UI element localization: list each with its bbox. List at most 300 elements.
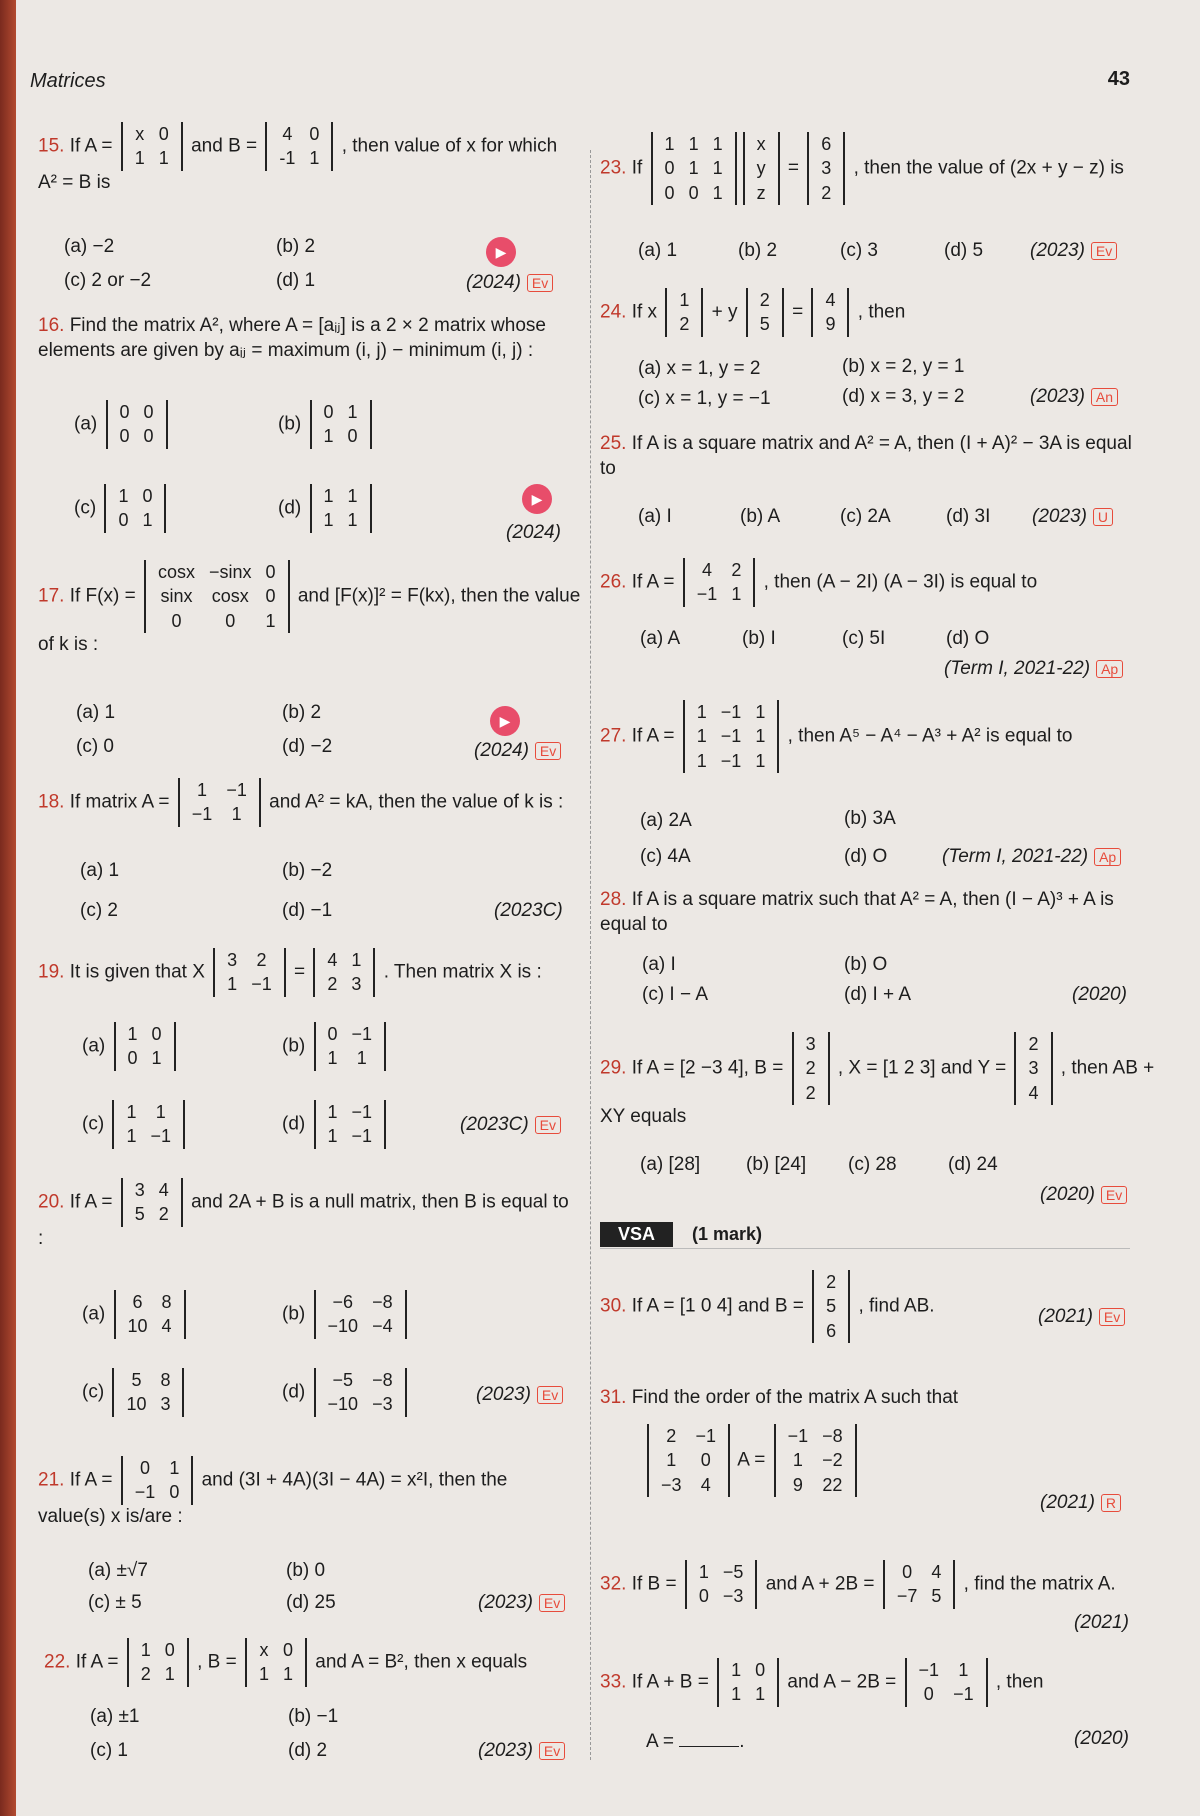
matrix: [1014, 1032, 1052, 1105]
option-a: (a) A: [640, 628, 681, 649]
source-year: (2023) Ev: [476, 1384, 563, 1406]
option-b: (b) 2: [276, 236, 316, 257]
matrix-cell: 0: [265, 562, 276, 582]
matrix-cell: 1: [356, 1048, 367, 1069]
source-year: (2023) Ev: [478, 1740, 565, 1762]
matrix-cell: −10: [327, 1316, 359, 1337]
option-b: (b) O: [844, 954, 888, 975]
matrix: [112, 1100, 185, 1149]
matrix-cell: 0: [664, 158, 675, 179]
option-d: (d) 25: [286, 1592, 336, 1613]
level-badge: Ev: [535, 742, 561, 760]
source-year: (2024) Ev: [466, 272, 553, 294]
question-29: 29. If A = [2 −3 4], B = 3 2 2 , X = [1 2 3] and Y = 2 3 4 , then AB + XY equals: [600, 1034, 1155, 1127]
matrix: [647, 1424, 730, 1497]
option-a: (a) −2: [64, 236, 115, 257]
matrix-cell: 1: [666, 1450, 677, 1471]
matrix-cell: −sinx: [208, 562, 252, 582]
matrix: [812, 1270, 850, 1343]
option-c: (c) 4A: [640, 846, 691, 867]
matrix-cell: 0: [118, 510, 129, 531]
option-d: (d) x = 3, y = 2: [842, 386, 965, 407]
matrix-cell: −1: [787, 1426, 809, 1446]
option-a: (a) 1: [638, 240, 678, 261]
matrix-cell: 1: [731, 1660, 742, 1680]
matrix-cell: 1: [142, 510, 153, 531]
question-22: 22. If A = 1 0 2 1 , B = x 0 1 1 and A = B², then x equals: [44, 1638, 584, 1687]
matrix-cell: 5: [131, 1370, 142, 1390]
matrix-cell: 8: [160, 1370, 171, 1390]
matrix-cell: 6: [132, 1292, 143, 1312]
option-a: (a) x = 1, y = 2: [638, 358, 761, 379]
matrix-cell: 1: [731, 584, 742, 605]
matrix-cell: 1: [265, 610, 276, 631]
matrix-cell: 1: [327, 1126, 338, 1147]
source-year: (2021) Ev: [1038, 1306, 1125, 1328]
matrix-cell: −8: [372, 1370, 393, 1390]
matrix-cell: x: [135, 124, 145, 144]
matrix-cell: 1: [755, 1684, 766, 1705]
matrix-cell: z: [756, 182, 766, 203]
matrix-cell: 0: [171, 610, 182, 631]
option-b: (b) x = 2, y = 1: [842, 356, 965, 377]
option-d: (d) 1: [276, 270, 316, 291]
matrix: [178, 778, 261, 827]
video-play-icon[interactable]: ▶: [486, 237, 516, 267]
option-a: (a) 6 8 10 4: [82, 1290, 189, 1339]
question-19: 19. It is given that X 3 2 1 −1 = 4 1 2 3 . Then matrix X is :: [38, 948, 598, 997]
matrix-cell: 2: [666, 1426, 677, 1446]
matrix-cell: 1: [323, 486, 334, 506]
option-a: (a) ±√7: [88, 1560, 148, 1581]
matrix-cell: 5: [759, 314, 770, 335]
option-c: (c) 2A: [840, 506, 891, 527]
matrix-cell: 1: [169, 1458, 180, 1478]
matrix-cell: 1: [126, 1102, 137, 1122]
option-c: (c) 1: [90, 1740, 128, 1761]
matrix-cell: 1: [351, 950, 362, 970]
matrix-cell: 0: [143, 402, 154, 422]
matrix-cell: 2: [256, 950, 267, 970]
source-year: (2023) An: [1030, 386, 1118, 408]
matrix-cell: 1: [155, 1102, 166, 1122]
matrix-cell: 0: [143, 426, 154, 447]
matrix: [314, 1290, 407, 1339]
matrix-cell: 1: [283, 1664, 294, 1685]
matrix-cell: 4: [161, 1316, 172, 1337]
matrix-cell: −1: [695, 1426, 717, 1446]
matrix: [114, 1022, 176, 1071]
matrix-cell: 1: [958, 1660, 969, 1680]
matrix-cell: 2: [1028, 1034, 1039, 1054]
matrix-cell: 1: [755, 726, 766, 747]
matrix: [314, 1368, 407, 1417]
source-year: (2023) Ev: [478, 1592, 565, 1614]
matrix-cell: 1: [323, 426, 334, 447]
matrix-cell: 1: [679, 290, 690, 310]
matrix-cell: 2: [140, 1664, 151, 1685]
option-b: (b) A: [740, 506, 781, 527]
source-year: (2020): [1072, 984, 1127, 1005]
vsa-label: VSA: [600, 1222, 673, 1247]
option-b: (b) 2: [282, 702, 322, 723]
matrix-cell: 0: [164, 1640, 175, 1660]
matrix-cell: 4: [825, 290, 836, 310]
matrix-cell: 0: [347, 426, 358, 447]
option-c: (c) x = 1, y = −1: [638, 388, 771, 409]
matrix: [310, 400, 372, 449]
option-a: (a) I: [638, 506, 672, 527]
matrix-cell: 3: [351, 974, 362, 995]
matrix-cell: 0: [225, 610, 236, 631]
matrix: [746, 288, 784, 337]
option-a: (a) 1 0 0 1: [82, 1022, 179, 1071]
matrix-cell: sinx: [160, 586, 193, 607]
matrix-cell: 2: [327, 974, 338, 995]
matrix-cell: 2: [759, 290, 770, 310]
option-d: (d) 24: [948, 1154, 998, 1175]
option-b: (b) 3A: [844, 808, 896, 829]
level-badge: U: [1093, 508, 1113, 526]
matrix-cell: 0: [327, 1024, 338, 1044]
matrix-cell: 2: [821, 182, 832, 203]
matrix-cell: −1: [720, 726, 742, 747]
matrix-cell: 9: [825, 314, 836, 335]
option-a: (a) I: [642, 954, 676, 975]
source-year: (2020) Ev: [1040, 1184, 1127, 1206]
matrix-cell: 2: [679, 314, 690, 335]
option-d: (d) −5 −8 −10 −3: [282, 1368, 410, 1417]
matrix-cell: −1: [696, 584, 718, 605]
matrix-cell: 6: [826, 1320, 837, 1341]
question-15: 15. If A = x 0 1 1 and B = 4 0 -1 1 , then value of x for which A² = B is: [38, 124, 558, 193]
matrix-cell: 0: [119, 402, 130, 422]
matrix-cell: 1: [134, 148, 145, 169]
source-year: (2024) Ev: [474, 740, 561, 762]
matrix-cell: −1: [351, 1102, 373, 1122]
option-b: (b) 0: [286, 1560, 326, 1581]
matrix-cell: cosx: [211, 586, 249, 607]
matrix-cell: 0: [283, 1640, 294, 1660]
option-a: (a) 2A: [640, 810, 692, 831]
matrix-cell: 0: [755, 1660, 766, 1680]
matrix-cell: 0: [309, 124, 320, 144]
matrix-cell: 1: [696, 750, 707, 771]
option-c: (c) 3: [840, 240, 878, 261]
option-b: (b) 0 −1 1 1: [282, 1022, 389, 1071]
level-badge: Ev: [1091, 242, 1117, 260]
option-c: (c) 2: [80, 900, 118, 921]
matrix-cell: 0: [119, 426, 130, 447]
question-26: 26. If A = 4 2 −1 1 , then (A − 2I) (A − 3I) is equal to: [600, 558, 1140, 607]
matrix-cell: 0: [688, 182, 699, 203]
option-d: (d) 3I: [946, 506, 991, 527]
matrix-cell: 3: [1028, 1058, 1039, 1079]
question-20: 20. If A = 3 4 5 2 and 2A + B is a null matrix, then B is equal to :: [38, 1180, 569, 1249]
matrix: [265, 122, 333, 171]
matrix-cell: −1: [150, 1126, 171, 1147]
matrix-cell: −1: [134, 1482, 156, 1503]
section-header-vsa: [600, 1222, 1130, 1249]
option-b: (b) −2: [282, 860, 333, 881]
matrix-cell: 1: [140, 1640, 151, 1660]
running-head: Matrices: [30, 70, 106, 92]
option-a: (a) 1: [80, 860, 120, 881]
matrix-cell: 0: [127, 1048, 138, 1069]
page-number: 43: [1107, 68, 1130, 90]
matrix-cell: −2: [822, 1450, 843, 1471]
matrix: [314, 1100, 387, 1149]
matrix: [245, 1638, 307, 1687]
matrix-cell: 1: [696, 702, 707, 722]
matrix: [313, 948, 375, 997]
matrix-cell: 4: [931, 1562, 942, 1582]
matrix-cell: 1: [792, 1450, 803, 1471]
matrix: [807, 132, 845, 205]
matrix-cell: 22: [822, 1474, 843, 1495]
option-d: (d) I + A: [844, 984, 912, 1005]
question-21: 21. If A = 0 1 −1 0 and (3I + 4A)(3I − 4A) = x²I, then the value(s) x is/are :: [38, 1458, 508, 1527]
option-c: (c) 28: [848, 1154, 897, 1175]
level-badge: An: [1091, 388, 1118, 406]
option-d: (d) O: [946, 628, 990, 649]
matrix: [127, 1638, 189, 1687]
option-a: (a) 0 0 0 0: [74, 400, 171, 449]
question-28: 28. If A is a square matrix such that A² = A, then (I − A)³ + A is equal to: [600, 889, 1114, 935]
matrix-cell: 1: [258, 1664, 269, 1685]
option-b: (b) 0 1 1 0: [278, 400, 375, 449]
matrix-cell: −7: [896, 1586, 918, 1607]
option-c: (c) 2 or −2: [64, 270, 152, 291]
matrix-cell: 0: [902, 1562, 913, 1582]
book-spine: [0, 0, 16, 1816]
level-badge: Ap: [1096, 660, 1123, 678]
matrix-cell: 8: [161, 1292, 172, 1312]
matrix: [121, 1178, 183, 1227]
matrix-cell: 3: [160, 1394, 171, 1415]
matrix-cell: 1: [327, 1102, 338, 1122]
matrix-cell: −10: [327, 1394, 359, 1415]
question-18: 18. If matrix A = 1 −1 −1 1 and A² = kA, then the value of k is :: [38, 778, 578, 827]
level-badge: Ev: [527, 274, 553, 292]
matrix-cell: 0: [323, 402, 334, 422]
matrix-cell: 1: [158, 148, 169, 169]
matrix-cell: 1: [347, 486, 358, 506]
matrix-cell: 1: [327, 1048, 338, 1069]
matrix-cell: 1: [731, 1684, 742, 1705]
matrix: [121, 122, 183, 171]
matrix: [314, 1022, 387, 1071]
matrix-cell: 1: [712, 182, 723, 203]
matrix: [112, 1368, 184, 1417]
matrix-cell: 4: [327, 950, 338, 970]
level-badge: Ev: [537, 1386, 563, 1404]
matrix: [811, 288, 849, 337]
option-c: (c) 0: [76, 736, 114, 757]
vsa-marks: (1 mark): [692, 1224, 763, 1244]
matrix-cell: 1: [118, 486, 129, 506]
matrix-cell: 4: [158, 1180, 169, 1200]
matrix-cell: 1: [151, 1048, 162, 1069]
matrix-cell: 1: [323, 510, 334, 531]
source-year: (2023C) Ev: [460, 1114, 561, 1136]
matrix-cell: −1: [191, 804, 213, 825]
question-24: 24. If x 1 2 + y 2 5 = 4 9 , then: [600, 288, 1140, 337]
matrix-cell: −4: [372, 1316, 393, 1337]
question-17: 17. If F(x) = cosx −sinx 0 sinx cosx 0 0 0 1 and [F(x)]² = F(kx), then the value of k is :: [38, 562, 581, 655]
matrix-cell: −1: [918, 1660, 940, 1680]
option-b: (b) I: [742, 628, 776, 649]
matrix-cell: 0: [158, 124, 169, 144]
blank-line: [679, 1746, 739, 1747]
matrix: [685, 1560, 758, 1609]
matrix-cell: 0: [700, 1450, 711, 1471]
question-16: 16. Find the matrix A², where A = [aᵢⱼ] is a 2 × 2 matrix whose elements are given by aᵢⱼ = maximum (i, j) − minimum (i, j) :: [38, 315, 546, 361]
matrix: [743, 132, 780, 205]
matrix-cell: 2: [158, 1204, 169, 1225]
matrix-cell: 1: [712, 158, 723, 179]
matrix-cell: −8: [822, 1426, 843, 1446]
matrix-cell: −3: [722, 1586, 744, 1607]
matrix-cell: −3: [661, 1474, 682, 1495]
matrix-cell: −1: [251, 974, 272, 995]
matrix-cell: y: [756, 158, 766, 179]
matrix-cell: 4: [702, 560, 713, 580]
matrix-cell: 5: [826, 1296, 837, 1317]
source-year: (2021) R: [1040, 1492, 1121, 1514]
option-c: (c) ± 5: [88, 1592, 142, 1613]
option-a: (a) 1: [76, 702, 116, 723]
matrix-cell: 5: [931, 1586, 942, 1607]
option-a: (a) [28]: [640, 1154, 701, 1175]
option-b: (b) [24]: [746, 1154, 807, 1175]
matrix-cell: 5: [134, 1204, 145, 1225]
matrix: [883, 1560, 956, 1609]
matrix: [905, 1658, 988, 1707]
source-year: (2020): [1074, 1728, 1129, 1749]
level-badge: Ev: [539, 1594, 565, 1612]
level-badge: Ev: [539, 1742, 565, 1760]
option-d: (d) O: [844, 846, 888, 867]
level-badge: Ev: [1099, 1308, 1125, 1326]
option-c: (c) I − A: [642, 984, 708, 1005]
matrix-cell: -1: [279, 148, 296, 169]
matrix-cell: 0: [151, 1024, 162, 1044]
source-year: (Term I, 2021-22) Ap: [944, 658, 1123, 680]
matrix-cell: 1: [347, 510, 358, 531]
answer-blank: A = .: [646, 1731, 745, 1752]
matrix-cell: 1: [231, 804, 242, 825]
matrix-cell: −1: [226, 780, 247, 800]
matrix-cell: 1: [309, 148, 320, 169]
matrix-cell: 2: [805, 1082, 816, 1103]
video-play-icon[interactable]: ▶: [522, 484, 552, 514]
matrix: [683, 558, 756, 607]
option-c: (c) 1 0 0 1: [74, 484, 169, 533]
matrix-cell: 1: [712, 134, 723, 154]
level-badge: R: [1101, 1494, 1121, 1512]
question-31: 31. Find the order of the matrix A such that: [600, 1387, 959, 1408]
option-b: (b) −6 −8 −10 −4: [282, 1290, 410, 1339]
option-d: (d) 2: [288, 1740, 328, 1761]
level-badge: Ev: [1101, 1186, 1127, 1204]
matrix-cell: 0: [169, 1482, 180, 1503]
matrix-cell: 0: [140, 1458, 151, 1478]
matrix-cell: cosx: [157, 562, 195, 582]
video-play-icon[interactable]: ▶: [490, 706, 520, 736]
level-badge: Ev: [535, 1116, 561, 1134]
level-badge: Ap: [1094, 848, 1121, 866]
matrix: [106, 400, 168, 449]
matrix-cell: −5: [722, 1562, 744, 1582]
matrix: [651, 132, 737, 205]
matrix-cell: 10: [127, 1316, 148, 1337]
option-b: (b) 2: [738, 240, 778, 261]
source-year: (Term I, 2021-22) Ap: [942, 846, 1121, 868]
matrix-cell: −1: [351, 1024, 373, 1044]
matrix-cell: 1: [127, 1024, 138, 1044]
matrix-cell: 0: [265, 586, 276, 607]
matrix-cell: −1: [720, 750, 742, 771]
option-d: (d) 1 1 1 1: [278, 484, 375, 533]
matrix-cell: 2: [731, 560, 742, 580]
matrix-cell: 2: [805, 1058, 816, 1079]
option-c: (c) 5 8 10 3: [82, 1368, 187, 1417]
option-b: (b) −1: [288, 1706, 339, 1727]
matrix-cell: −1: [351, 1126, 373, 1147]
option-d: (d) 1 −1 1 −1: [282, 1100, 389, 1149]
matrix-cell: 1: [698, 1562, 709, 1582]
question-32: 32. If B = 1 −5 0 −3 and A + 2B = 0 4 −7 5 , find the matrix A.: [600, 1560, 1160, 1609]
option-d: (d) −2: [282, 736, 333, 757]
matrix: [774, 1424, 857, 1497]
source-year: (2023) Ev: [1030, 240, 1117, 262]
matrix: [121, 1456, 194, 1505]
matrix-cell: x: [259, 1640, 269, 1660]
matrix: [104, 484, 166, 533]
matrix-cell: 3: [227, 950, 238, 970]
matrix-cell: −3: [372, 1394, 393, 1415]
matrix-cell: 2: [826, 1272, 837, 1292]
matrix-cell: 1: [696, 726, 707, 747]
matrix-cell: 4: [700, 1474, 711, 1495]
matrix-cell: 1: [664, 134, 675, 154]
matrix: [665, 288, 703, 337]
matrix-cell: −1: [953, 1684, 974, 1705]
matrix-cell: 1: [227, 974, 238, 995]
matrix: [144, 560, 290, 633]
matrix-cell: 4: [1028, 1082, 1039, 1103]
question-25: 25. If A is a square matrix and A² = A, then (I + A)² − 3A is equal to: [600, 433, 1132, 479]
source-year: (2023) U: [1032, 506, 1113, 528]
source-year: (2024): [506, 522, 561, 543]
matrix-cell: 1: [197, 780, 208, 800]
matrix-cell: 1: [688, 134, 699, 154]
matrix-cell: 4: [282, 124, 293, 144]
matrix-cell: 0: [664, 182, 675, 203]
option-d: (d) 5: [944, 240, 984, 261]
matrix-cell: −1: [720, 702, 742, 722]
option-d: (d) −1: [282, 900, 333, 921]
matrix: [114, 1290, 186, 1339]
matrix: [792, 1032, 830, 1105]
matrix-cell: 1: [755, 702, 766, 722]
matrix-cell: 9: [792, 1474, 803, 1495]
matrix-cell: −5: [332, 1370, 354, 1390]
question-33: 33. If A + B = 1 0 1 1 and A − 2B = −1 1 0 −1 , then: [600, 1658, 1160, 1707]
question-27: 27. If A = 1 −1 1 1 −1 1 1 −1 1 , then A⁵ − A⁴ − A³ + A² is equal to: [600, 700, 1160, 773]
equation-31: 2 −1 1 0 −3 4 A = −1 −8 1 −2 9 22: [644, 1424, 860, 1497]
